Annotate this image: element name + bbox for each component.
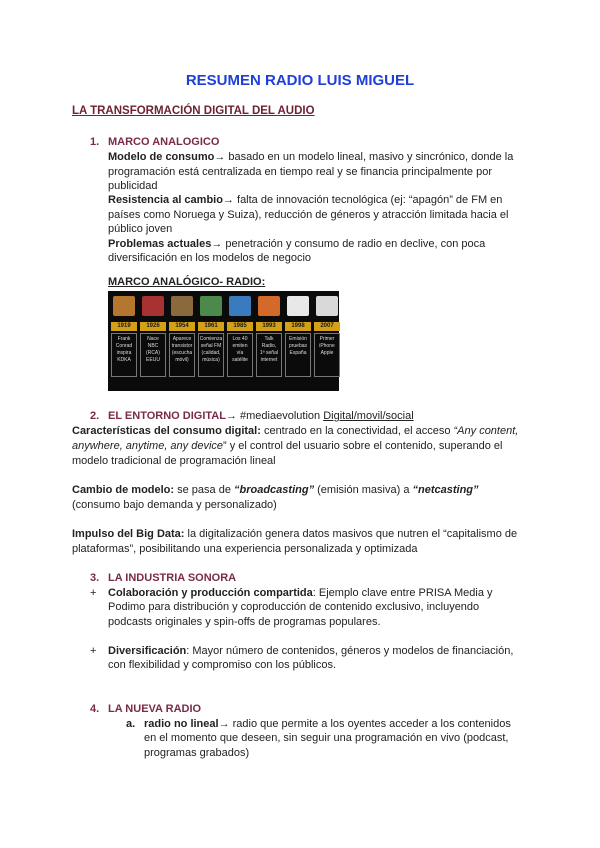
consumo-line-3: publicidad xyxy=(108,180,158,192)
cambio-netcasting: “netcasting” xyxy=(412,484,479,496)
diversificacion-label: Diversificación xyxy=(108,645,187,657)
colaboracion-text-1: : Ejemplo clave entre PRISA Media y xyxy=(312,587,493,599)
colaboracion-line-2: Podimo para distribución y coproducción de contenido exclusivo, incluyendo xyxy=(108,601,480,613)
timeline-description-line: Apple xyxy=(320,350,334,356)
timeline-entry xyxy=(197,291,225,391)
diversificacion-text-1: : Mayor número de contenidos, géneros y modelos de financiación, xyxy=(186,645,514,657)
timeline-description-line: vía xyxy=(236,350,244,356)
section-1-title: MARCO ANALOGICO xyxy=(108,136,220,148)
resistencia-label: Resistencia al cambio xyxy=(108,194,223,206)
radio-no-lineal-label: radio no lineal xyxy=(144,718,219,730)
caracteristicas-text-1b: “Any content, xyxy=(453,425,519,437)
timeline-description xyxy=(169,333,195,377)
document-subtitle: LA TRANSFORMACIÓN DIGITAL DEL AUDIO xyxy=(72,105,315,117)
impulso-line-2: plataformas”, posibilitando una experiencia personalizada y optimizada xyxy=(72,543,418,555)
radio-no-lineal-line-1 xyxy=(144,717,511,732)
timeline-description xyxy=(140,333,166,377)
caracteristicas-text-1a: centrado en la conectividad, el acceso xyxy=(260,425,454,437)
timeline-description-line: (RCA) xyxy=(146,350,160,356)
caracteristicas-text-2a: anywhere, anytime, any device xyxy=(72,440,224,452)
timeline-description-line: Los 40 xyxy=(232,336,248,342)
timeline-description xyxy=(198,333,224,377)
timeline-description-line: satélite xyxy=(232,357,248,363)
timeline-entry xyxy=(110,291,138,391)
section-3-number: 3. xyxy=(90,572,100,584)
timeline-description-line: 1ª señal xyxy=(260,350,278,356)
timeline-description-line: señal FM xyxy=(200,343,222,349)
problemas-label: Problemas actuales xyxy=(108,238,212,250)
section-2-number: 2. xyxy=(90,410,100,422)
dab-icon xyxy=(287,296,309,316)
timeline-description-line: inspira xyxy=(116,350,132,356)
timeline-description-line: iPhone xyxy=(319,343,335,349)
timeline-year: 1954 xyxy=(169,322,195,331)
timeline-description-line: NBC xyxy=(147,343,159,349)
caracteristicas-text-2b: ” y el control del usuario sobre el contenido, superando el xyxy=(223,440,503,452)
fm-stereo-icon xyxy=(200,296,222,316)
timeline-description-line: Conrad xyxy=(115,343,133,349)
cambio-broadcasting: “broadcasting” xyxy=(234,484,315,496)
section-2-title: EL ENTORNO DIGITAL xyxy=(108,410,226,422)
resistencia-text-1: → falta de innovación tecnológica (ej: “apagón” de FM en xyxy=(222,194,503,206)
timeline-year: 1919 xyxy=(111,322,137,331)
section-2-heading xyxy=(108,409,414,424)
cambio-text-a: se pasa de xyxy=(174,484,234,496)
iphone-icon xyxy=(316,296,338,316)
cambio-line-1 xyxy=(72,483,479,498)
timeline-description xyxy=(227,333,253,377)
radio-no-lineal-line-3: programas grabados) xyxy=(144,747,250,759)
resistencia-line-1 xyxy=(108,193,502,208)
colaboracion-label: Colaboración y producción compartida xyxy=(108,587,313,599)
timeline-description-line: KDKA xyxy=(117,357,131,363)
timeline-description xyxy=(285,333,311,377)
impulso-line-1 xyxy=(72,527,517,542)
timeline-description-line: Primer xyxy=(319,336,335,342)
timeline-description-line: (escucha xyxy=(171,350,193,356)
document-title: RESUMEN RADIO LUIS MIGUEL xyxy=(185,72,415,89)
timeline-entry xyxy=(284,291,312,391)
timeline-entry xyxy=(139,291,167,391)
diversificacion-line-2: con flexibilidad y compromiso con los públicos. xyxy=(108,659,337,671)
radio-no-lineal-line-2: en el momento que deseen, sin seguir una programación en vivo (podcast, xyxy=(144,732,509,744)
problemas-line-2: diversificación en los modelos de negocio xyxy=(108,252,312,264)
timeline-description-line: Emisión xyxy=(289,336,307,342)
timeline-description-line: España xyxy=(289,350,307,356)
timeline-description xyxy=(256,333,282,377)
consumo-line-1 xyxy=(108,150,513,165)
caracteristicas-label: Características del consumo digital: xyxy=(72,425,261,437)
timeline-description-line: Nace xyxy=(147,336,159,342)
nbc-logo-icon xyxy=(142,296,164,316)
timeline-description-line: transistor xyxy=(171,343,193,349)
problemas-line-1 xyxy=(108,237,485,252)
timeline-description-line: música) xyxy=(202,357,220,363)
timeline-description xyxy=(314,333,340,377)
timeline-description-line: (calidad, xyxy=(201,350,221,356)
timeline-entry xyxy=(313,291,341,391)
cambio-text-c: (emisión masiva) a xyxy=(314,484,413,496)
section-4-number: 4. xyxy=(90,703,100,715)
timeline-year: 1993 xyxy=(256,322,282,331)
colaboracion-line-1 xyxy=(108,586,493,601)
consumo-label: Modelo de consumo xyxy=(108,151,215,163)
diversificacion-line-1 xyxy=(108,644,513,659)
timeline-description-line: EEUU xyxy=(146,357,160,363)
timeline-entry xyxy=(255,291,283,391)
timeline-description-line: pruebas xyxy=(288,343,308,349)
bullet-plus-1: + xyxy=(90,587,97,599)
consumo-text-1: → basado en un modelo lineal, masivo y sincrónico, donde la xyxy=(214,151,514,163)
problemas-text-1: → penetración y consumo de radio en declive, con poca xyxy=(211,238,486,250)
timeline-year: 2007 xyxy=(314,322,340,331)
caracteristicas-line-2 xyxy=(72,439,502,454)
radio-no-lineal-text-1: → radio que permite a los oyentes acceder a los contenidos xyxy=(218,718,511,730)
section-2-hashtag: → #mediaevolution xyxy=(225,410,324,422)
timeline-year: 1998 xyxy=(285,322,311,331)
timeline-year: 1985 xyxy=(227,322,253,331)
wifi-icon xyxy=(258,296,280,316)
timeline-description-line: Comienza xyxy=(199,336,223,342)
timeline-year: 1926 xyxy=(140,322,166,331)
section-4-title: LA NUEVA RADIO xyxy=(108,703,202,715)
impulso-label: Impulso del Big Data: xyxy=(72,528,185,540)
section-2-link[interactable]: Digital/movil/social xyxy=(323,410,414,422)
subitem-a-marker: a. xyxy=(126,718,136,730)
marco-analogico-label: MARCO ANALÓGICO- RADIO: xyxy=(108,276,266,288)
timeline-description-line: móvil) xyxy=(175,357,189,363)
timeline-description xyxy=(111,333,137,377)
timeline-description-line: Frank xyxy=(117,336,131,342)
resistencia-line-2: países como Noruega y Suiza), reducción de géneros y atracción limitada hacia el xyxy=(108,209,509,221)
caracteristicas-line-1 xyxy=(72,424,518,439)
caracteristicas-line-3: modelo tradicional de programación lineal xyxy=(72,455,276,467)
impulso-text-1: la digitalización genera datos masivos que nutren el “capitalismo de xyxy=(184,528,518,540)
timeline-description-line: internet xyxy=(260,357,278,363)
cambio-label: Cambio de modelo: xyxy=(72,484,175,496)
timeline-entry xyxy=(226,291,254,391)
bullet-plus-2: + xyxy=(90,645,97,657)
timeline-year: 1961 xyxy=(198,322,224,331)
transistor-radio-icon xyxy=(171,296,193,316)
section-3-title: LA INDUSTRIA SONORA xyxy=(108,572,237,584)
timeline-description-line: Aparece xyxy=(172,336,192,342)
consumo-line-2: programación está centralizada en tiempo real y se financia principalmente por xyxy=(108,166,492,178)
resistencia-line-3: público joven xyxy=(108,223,173,235)
timeline-entry xyxy=(168,291,196,391)
radio-timeline-image xyxy=(108,291,339,391)
colaboracion-line-3: podcasts originales y spin-offs de programas populares. xyxy=(108,616,381,628)
satellite-icon xyxy=(229,296,251,316)
section-1-number: 1. xyxy=(90,136,100,148)
cambio-line-2: (consumo bajo demanda y personalizado) xyxy=(72,499,277,511)
timeline-description-line: emiten xyxy=(232,343,248,349)
timeline-description-line: Radio, xyxy=(261,343,277,349)
radio-icon xyxy=(113,296,135,316)
timeline-description-line: Talk xyxy=(264,336,274,342)
